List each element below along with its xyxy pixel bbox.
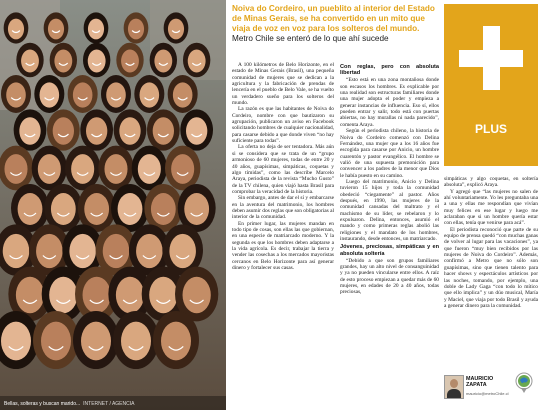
photo-caption: [4, 401, 134, 407]
author-last-name: ZAPATA: [466, 382, 487, 389]
subheading: Con reglas, pero con absoluta libertad: [340, 64, 439, 77]
headline-lead: Metro Chile se enteró de lo que ahí sucede: [232, 34, 389, 43]
paragraph: simpáticas y algo coquetas, en soltería absoluta”, explicó Araya.: [444, 176, 538, 189]
plus-label: PLUS: [474, 122, 507, 136]
paragraph: Sin embargo, antes de dar el sí y embarcarse en la aventura del matrimonio, los hombres deben asumir dos reglas que son obligatorias al interior de la comunidad.: [232, 195, 334, 221]
author-avatar: [444, 375, 464, 399]
headline-title: Noiva do Cordeiro, un pueblito al interior del Estado de Minas Gerais, se ha convertido en un mito que viaja de voz en voz para los solteros del mundo.: [232, 4, 435, 33]
paragraph: Según el periodista chileno, la historia de Noiva do Cordeiro comenzó con Delina Fernández, una mujer que a los 16 años fue escogida para casarse por Anicio, un hombre cuarentón y pastor evangélico. El hombre se valió de una supuesta premonición para convencer a los padres de la menor que Dios le había puesto en su camino.: [340, 128, 439, 179]
plus-badge: [444, 4, 538, 166]
paragraph: La oferta no deja de ser tentadora. Más aún si se considera que se trata de un “grupo armonioso de 60 mujeres, todas de entre 20 y 40 años, guapísimas, simpáticas, coquetas y algo tímidas”, como las describe Marcelo Araya, periodista de la revista “Mucho Gusto” de la TV chilena, quien viajó hasta Brasil para comprobar la veracidad de la historia.: [232, 144, 334, 195]
caption-text: Bellas, solteras y buscan marido...: [4, 401, 81, 407]
author-box: [444, 372, 538, 406]
paragraph: La razón es que las habitantes de Noiva do Cordeiro, nombre con que bautizaron su agrupación, publicaron un aviso en Facebook solicitando hombres de cualquier nacionalidad, para casarse debido a que donde viven “no hay suficiente para todas”.: [232, 106, 334, 145]
paragraph: En primer lugar, las mujeres mandan en todo tipo de cosas, son ellas las que gobiernan, en una especie de matriarcado moderno. Y la segunda es que los hombres deben adaptarse a la vida agrícola. Es decir, trabajar la tierra y vender las cosechas a los mercados mayoristas cercanos en Belo Horizonte para así generar dinero y fortalecer sus casas.: [232, 220, 334, 271]
women-group-photo: [0, 0, 226, 410]
subheading: Jóvenes, preciosas, simpáticas y en absoluta soltería: [340, 244, 439, 257]
paragraph: Y agregó que “las mujeres no salen de ahí voluntariamente. Yo les preguntaba una a una y ellas me respondían que vivían muy felices en ese lugar y luego me aclaraban que si un hombre quería estar con ellas, tenía que venirse para acá”.: [444, 188, 538, 227]
photo-illustration: [0, 0, 226, 410]
plus-sign-bar: [459, 50, 523, 67]
paragraph: Luego del matrimonio, Anicio y Delina tuvieron 15 hijos y toda la comunidad obedeció “ciegamente” al pastor. Años después, en 1990, las mujeres de la comunidad cansadas del maltrato y el machismo de su líder, se rebelaron y lo expulsaron. Delina, entonces, asumió el mando y como primeras reglas abolió las religiones y el mandato de los hombres, instaurando, desde entonces, un matriarcado.: [340, 178, 439, 242]
paragraph: A 100 kilómetros de Belo Horizonte, en el estado de Minas Gerais (Brasil), una pequeña comunidad de mujeres que se dedican a la agricultura y la fabricación de prendas de lencería en el pueblo de Belo Vale, se ha vuelto un verdadero sueño para los solteros del mundo.: [232, 62, 334, 107]
author-first-name: MAURICIO: [466, 376, 494, 382]
article-column-2: [340, 62, 439, 296]
article-column-1: [232, 62, 334, 271]
article-headline: [232, 4, 438, 44]
author-name: [466, 376, 493, 388]
location-pin-icon: [514, 372, 534, 394]
article-column-3: [444, 176, 538, 309]
author-email: mauricio@metroChile.cl: [466, 391, 509, 396]
photo-credit: INTERNET / AGENCIA: [83, 401, 135, 407]
paragraph: “Debido a que son grupos familiares grandes, hay un alto nivel de consanguinidad y ya no pueden vincularse entre ellos. A raíz de esto proceso empiezan a quedar más de 60 mujeres, en edades de 20 a 40 años, todas preciosas,: [340, 257, 439, 296]
paragraph: “Esto está en una zona montañosa donde son escasos los hombres. Es explicable por una realidad son estructuras familiares donde una mujer adopta el poder y empieza a generar instancias de influencia. Eso sí, ellos pueden entrar y salir, todo está con puertas abiertas, no hay murallas ni nada parecido”, comenta Araya.: [340, 77, 439, 128]
paragraph: El periodista reconoció que parte de su equipo de prensa quedó “con muchas ganas de volver al lugar para las vacaciones”, ya que fueron “muy bien recibidos por las mujeres de Noiva do Cordeiro”. Además, confirmó a Metro que no sólo son guapísimas, sino que tienen talento para hacer shows y espectáculos artísticos por las noches, tomando, por ejemplo, una doble de Lady Gaga “con todo lo mítico que ello implica” y un dúo musical, María y Maciel, que viaja por todo Brasil y ayuda a generar dinero para la comunidad.: [444, 226, 539, 309]
